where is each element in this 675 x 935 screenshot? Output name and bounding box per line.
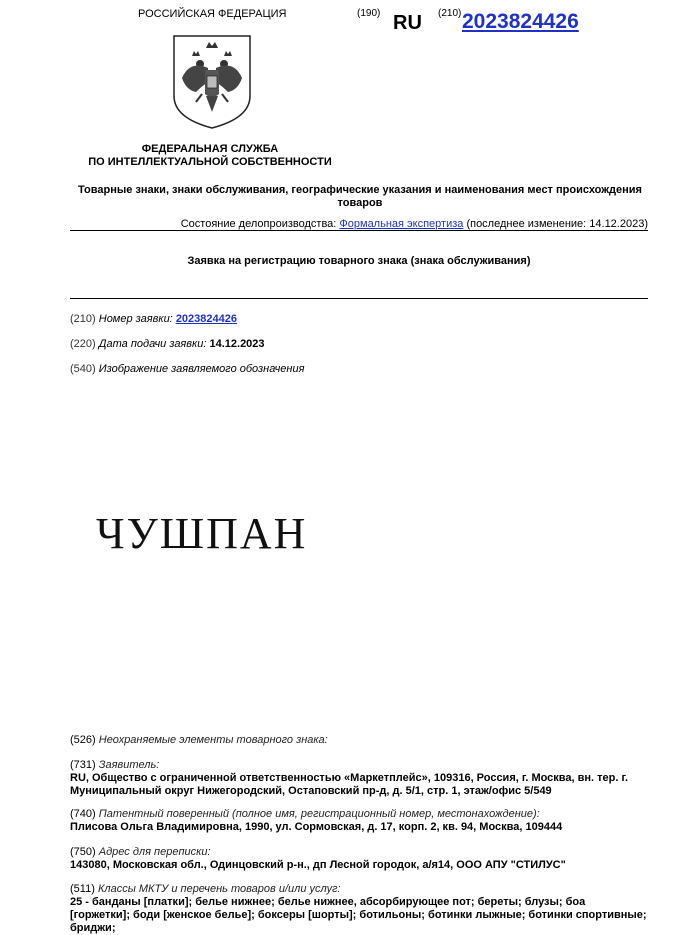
status-link[interactable]: Формальная экспертиза [339,218,464,230]
field-label: Номер заявки: [98,313,173,325]
patent-attorney-value: Плисова Ольга Владимировна, 1990, ул. Сормовская, д. 17, корп. 2, кв. 94, Москва, 109444 [70,821,563,833]
correspondence-address-value: 143080, Московская обл., Одинцовский р-н., дп Лесной городок, а/я14, ООО АПУ "СТИЛУС" [70,859,566,871]
block-731 [70,759,648,798]
goods-services-value: 25 - банданы [платки]; белье нижнее; белье нижнее, абсорбирующее пот; береты; блузы; боа [горжетки]; боди [женское белье]; боксеры [шорты]; ботильоны; ботинки лыжные; ботинки спортивные; бриджи; [70,896,647,934]
russian-coat-of-arms-icon [172,34,252,130]
block-label: Патентный поверенный (полное имя, регистрационный номер, местонахождение): [98,808,540,820]
status-suffix: (последнее изменение: 14.12.2023) [463,218,648,230]
agency-name [60,143,360,169]
block-511 [70,883,648,934]
country-name: РОССИЙСКАЯ ФЕДЕРАЦИЯ [138,8,287,20]
block-526 [70,734,648,747]
block-code: (526) [70,734,96,746]
field-540 [70,363,304,375]
block-code: (511) [70,883,95,895]
agency-line-1: ФЕДЕРАЛЬНАЯ СЛУЖБА [141,143,279,155]
block-label: Заявитель: [98,759,160,771]
block-label: Адрес для переписки: [98,846,211,858]
field-code: (210) [70,313,96,325]
applicant-value: RU, Общество с ограниченной ответственностью «Маркетплейс», 109316, Россия, г. Москва, вн. тер. г. Муниципальный округ Нижегородский, Остаповский пр-д, д. 5/1, стр. 1, этаж/офис 5/549 [70,772,629,797]
field-210 [70,313,237,325]
field-code: (220) [70,338,96,350]
trademark-image-text: ЧУШПАН [96,509,308,558]
divider [70,298,648,299]
page-title: Заявка на регистрацию товарного знака (знака обслуживания) [187,255,531,267]
block-code: (740) [70,808,96,820]
block-code: (750) [70,846,96,858]
document-kind: Товарные знаки, знаки обслуживания, географические указания и наименования мест происхождения товаров [78,184,642,209]
country-code: RU [393,12,422,34]
field-code: (540) [70,363,96,375]
block-label: Классы МКТУ и перечень товаров и/или услуг: [97,883,341,895]
inid-code-210: (210) [438,8,462,19]
status-prefix: Состояние делопроизводства: [180,218,340,230]
application-number-link[interactable]: 2023824426 [462,10,579,33]
divider [70,230,648,231]
filing-date-value: 14.12.2023 [209,338,265,350]
application-number-value-link[interactable]: 2023824426 [175,313,237,325]
block-code: (731) [70,759,96,771]
status-line [70,218,648,230]
block-740 [70,808,648,834]
inid-code-190: (190) [357,8,381,19]
agency-line-2: ПО ИНТЕЛЛЕКТУАЛЬНОЙ СОБСТВЕННОСТИ [88,156,332,168]
block-750 [70,846,648,872]
field-label: Изображение заявляемого обозначения [98,363,305,375]
field-220 [70,338,265,350]
block-label: Неохраняемые элементы товарного знака: [98,734,328,746]
field-label: Дата подачи заявки: [98,338,207,350]
